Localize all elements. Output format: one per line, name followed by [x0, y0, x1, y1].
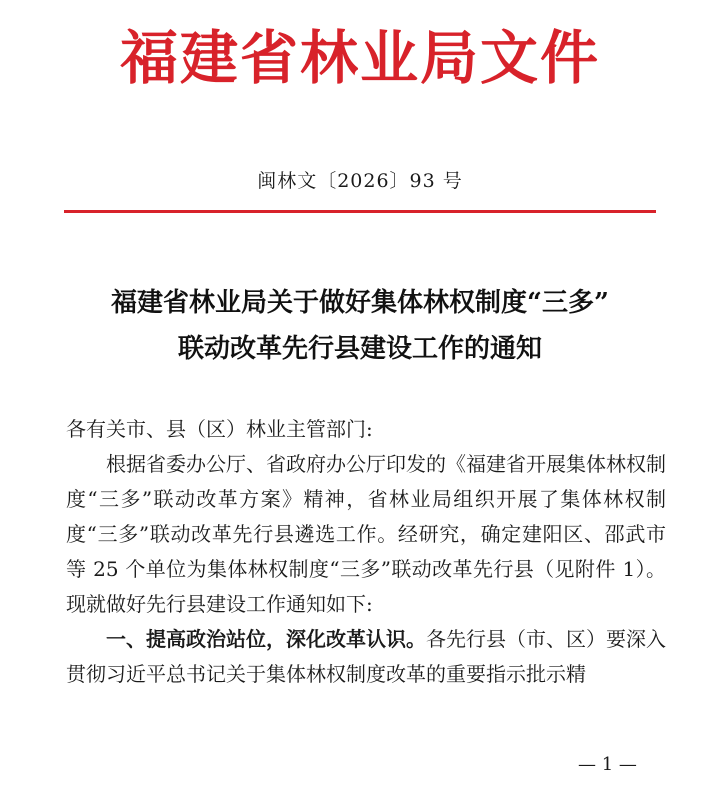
document-number: 闽林文〔2026〕93 号: [257, 170, 463, 192]
document-body: [66, 412, 666, 692]
red-separator-line: [64, 210, 656, 213]
notice-title-line-1: 福建省林业局关于做好集体林权制度“三多”: [111, 288, 609, 318]
document-header-title: 福建省林业局文件: [119, 24, 600, 92]
notice-title: [0, 280, 720, 372]
section-1-text: 各先行县（市、区）要深入贯彻习近平总书记关于集体林权制度改革的重要指示批示精: [66, 627, 666, 686]
section-1-heading: 一、提高政治站位，深化改革认识。: [106, 627, 426, 651]
paragraph-intro: 根据省委办公厅、省政府办公厅印发的《福建省开展集体林权制度“三多”联动改革方案》精神，省林业局组织开展了集体林权制度“三多”联动改革先行县遴选工作。经研究，确定建阳区、邵武市等 25 个单位为集体林权制度“三多”联动改革先行县（见附件 1）。现就做好先行县建设工作通知如下:: [66, 452, 666, 616]
page-number: — 1 —: [578, 754, 637, 775]
paragraph-section-1: [66, 622, 666, 692]
salutation: 各有关市、县（区）林业主管部门:: [66, 417, 373, 441]
notice-title-line-2: 联动改革先行县建设工作的通知: [177, 334, 542, 364]
